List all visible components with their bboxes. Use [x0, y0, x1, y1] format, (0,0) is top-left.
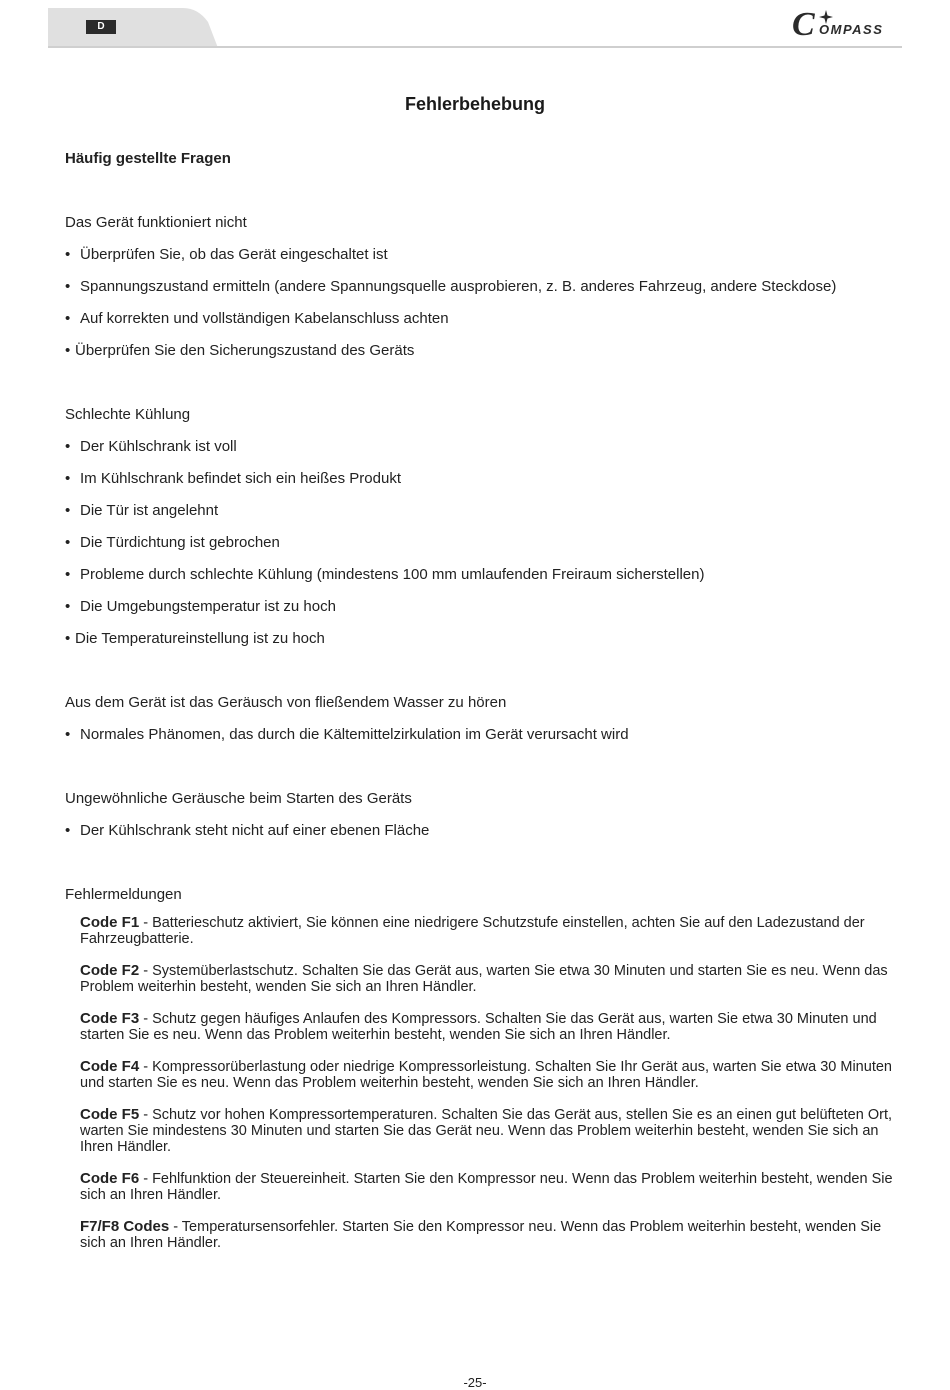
- error-code-item: [80, 915, 895, 947]
- list-item: • Die Temperatureinstellung ist zu hoch: [65, 630, 325, 647]
- error-code-text: - Temperatursensorfehler. Starten Sie den Kompressor neu. Wenn das Problem weiterhin besteht, wenden Sie sich an Ihren Händler.: [80, 1219, 882, 1251]
- page-header: [48, 8, 902, 48]
- error-code-label: Code F1: [80, 914, 140, 931]
- section-startup-noise: [65, 789, 895, 841]
- error-code-item: [80, 1011, 895, 1043]
- list-item: • Probleme durch schlechte Kühlung (mindestens 100 mm umlaufenden Freiraum sicherstellen): [65, 566, 705, 583]
- section-heading: Fehlermeldungen: [65, 886, 182, 903]
- logo-initial: C: [792, 6, 815, 43]
- error-code-text: - Batterieschutz aktiviert, Sie können eine niedrigere Schutzstufe einstellen, achten Sie auf den Ladezustand der Fahrzeugbatterie.: [80, 915, 865, 947]
- page-title: Fehlerbehebung: [404, 94, 545, 114]
- list-item: • Die Umgebungstemperatur ist zu hoch: [65, 598, 336, 615]
- header-rule: [48, 46, 902, 48]
- page-number: -25-: [463, 1375, 487, 1390]
- list-item: • Überprüfen Sie den Sicherungszustand des Geräts: [65, 342, 415, 359]
- list-item: • Spannungszustand ermitteln (andere Spannungsquelle ausprobieren, z. B. anderes Fahrzeug, andere Steckdose): [65, 278, 837, 295]
- faq-subtitle: Häufig gestellte Fragen: [65, 150, 231, 167]
- error-code-label: Code F5: [80, 1106, 140, 1123]
- error-code-text: - Schutz gegen häufiges Anlaufen des Kompressors. Schalten Sie das Gerät aus, warten Sie etwa 30 Minuten und starten Sie es neu. Wenn das Problem weiterhin besteht, wenden Sie sich an Ihren Händler.: [80, 1011, 877, 1043]
- section-not-working: [65, 213, 895, 361]
- error-code-text: - Kompressorüberlastung oder niedrige Kompressorleistung. Schalten Sie Ihr Gerät aus, warten Sie etwa 30 Minuten und starten Sie es neu. Wenn das Problem weiterhin besteht, wenden Sie sich an Ihren Händler.: [80, 1059, 892, 1091]
- section-heading: Das Gerät funktioniert nicht: [65, 214, 247, 231]
- compass-logo: [792, 8, 902, 44]
- error-code-label: F7/F8 Codes: [80, 1218, 170, 1235]
- language-badge: D: [86, 20, 116, 34]
- section-water-noise: [65, 693, 895, 745]
- list-item: • Die Tür ist angelehnt: [65, 502, 219, 519]
- list-item: • Auf korrekten und vollständigen Kabelanschluss achten: [65, 310, 449, 327]
- error-code-item: [80, 1107, 895, 1155]
- section-error-messages: [65, 885, 895, 1251]
- list-item: • Der Kühlschrank steht nicht auf einer ebenen Fläche: [65, 822, 430, 839]
- error-code-label: Code F6: [80, 1170, 140, 1187]
- list-item: • Der Kühlschrank ist voll: [65, 438, 237, 455]
- document-body: [65, 149, 895, 1267]
- error-code-label: Code F2: [80, 962, 140, 979]
- section-heading: Ungewöhnliche Geräusche beim Starten des Geräts: [65, 790, 412, 807]
- error-code-text: - Fehlfunktion der Steuereinheit. Starten Sie den Kompressor neu. Wenn das Problem weiterhin besteht, wenden Sie sich an Ihren Händler.: [80, 1171, 893, 1203]
- header-tab-shape: [48, 8, 218, 48]
- error-code-list: [65, 915, 895, 1251]
- list-item: • Normales Phänomen, das durch die Kältemittelzirkulation im Gerät verursacht wird: [65, 726, 629, 743]
- error-code-item: [80, 1059, 895, 1091]
- error-code-item: [80, 963, 895, 995]
- section-heading: Schlechte Kühlung: [65, 406, 191, 423]
- list-item: • Die Türdichtung ist gebrochen: [65, 534, 280, 551]
- list-item: • Überprüfen Sie, ob das Gerät eingeschaltet ist: [65, 246, 388, 263]
- error-code-label: Code F3: [80, 1010, 140, 1027]
- section-heading: Aus dem Gerät ist das Geräusch von fließendem Wasser zu hören: [65, 694, 507, 711]
- logo-wordmark: OMPASS: [819, 22, 884, 37]
- section-poor-cooling: [65, 405, 895, 649]
- list-item: • Im Kühlschrank befindet sich ein heißes Produkt: [65, 470, 401, 487]
- error-code-text: - Schutz vor hohen Kompressortemperaturen. Schalten Sie das Gerät aus, stellen Sie es an einen gut belüfteten Ort, warten Sie mindestens 30 Minuten und starten Sie das Gerät neu. Wenn das Problem weiterhin besteht, wenden Sie sich an Ihren Händler.: [80, 1107, 892, 1155]
- error-code-label: Code F4: [80, 1058, 140, 1075]
- error-code-text: - Systemüberlastschutz. Schalten Sie das Gerät aus, warten Sie etwa 30 Minuten und starten Sie es neu. Wenn das Problem weiterhin besteht, wenden Sie sich an Ihren Händler.: [80, 963, 888, 995]
- error-code-item: [80, 1219, 895, 1251]
- error-code-item: [80, 1171, 895, 1203]
